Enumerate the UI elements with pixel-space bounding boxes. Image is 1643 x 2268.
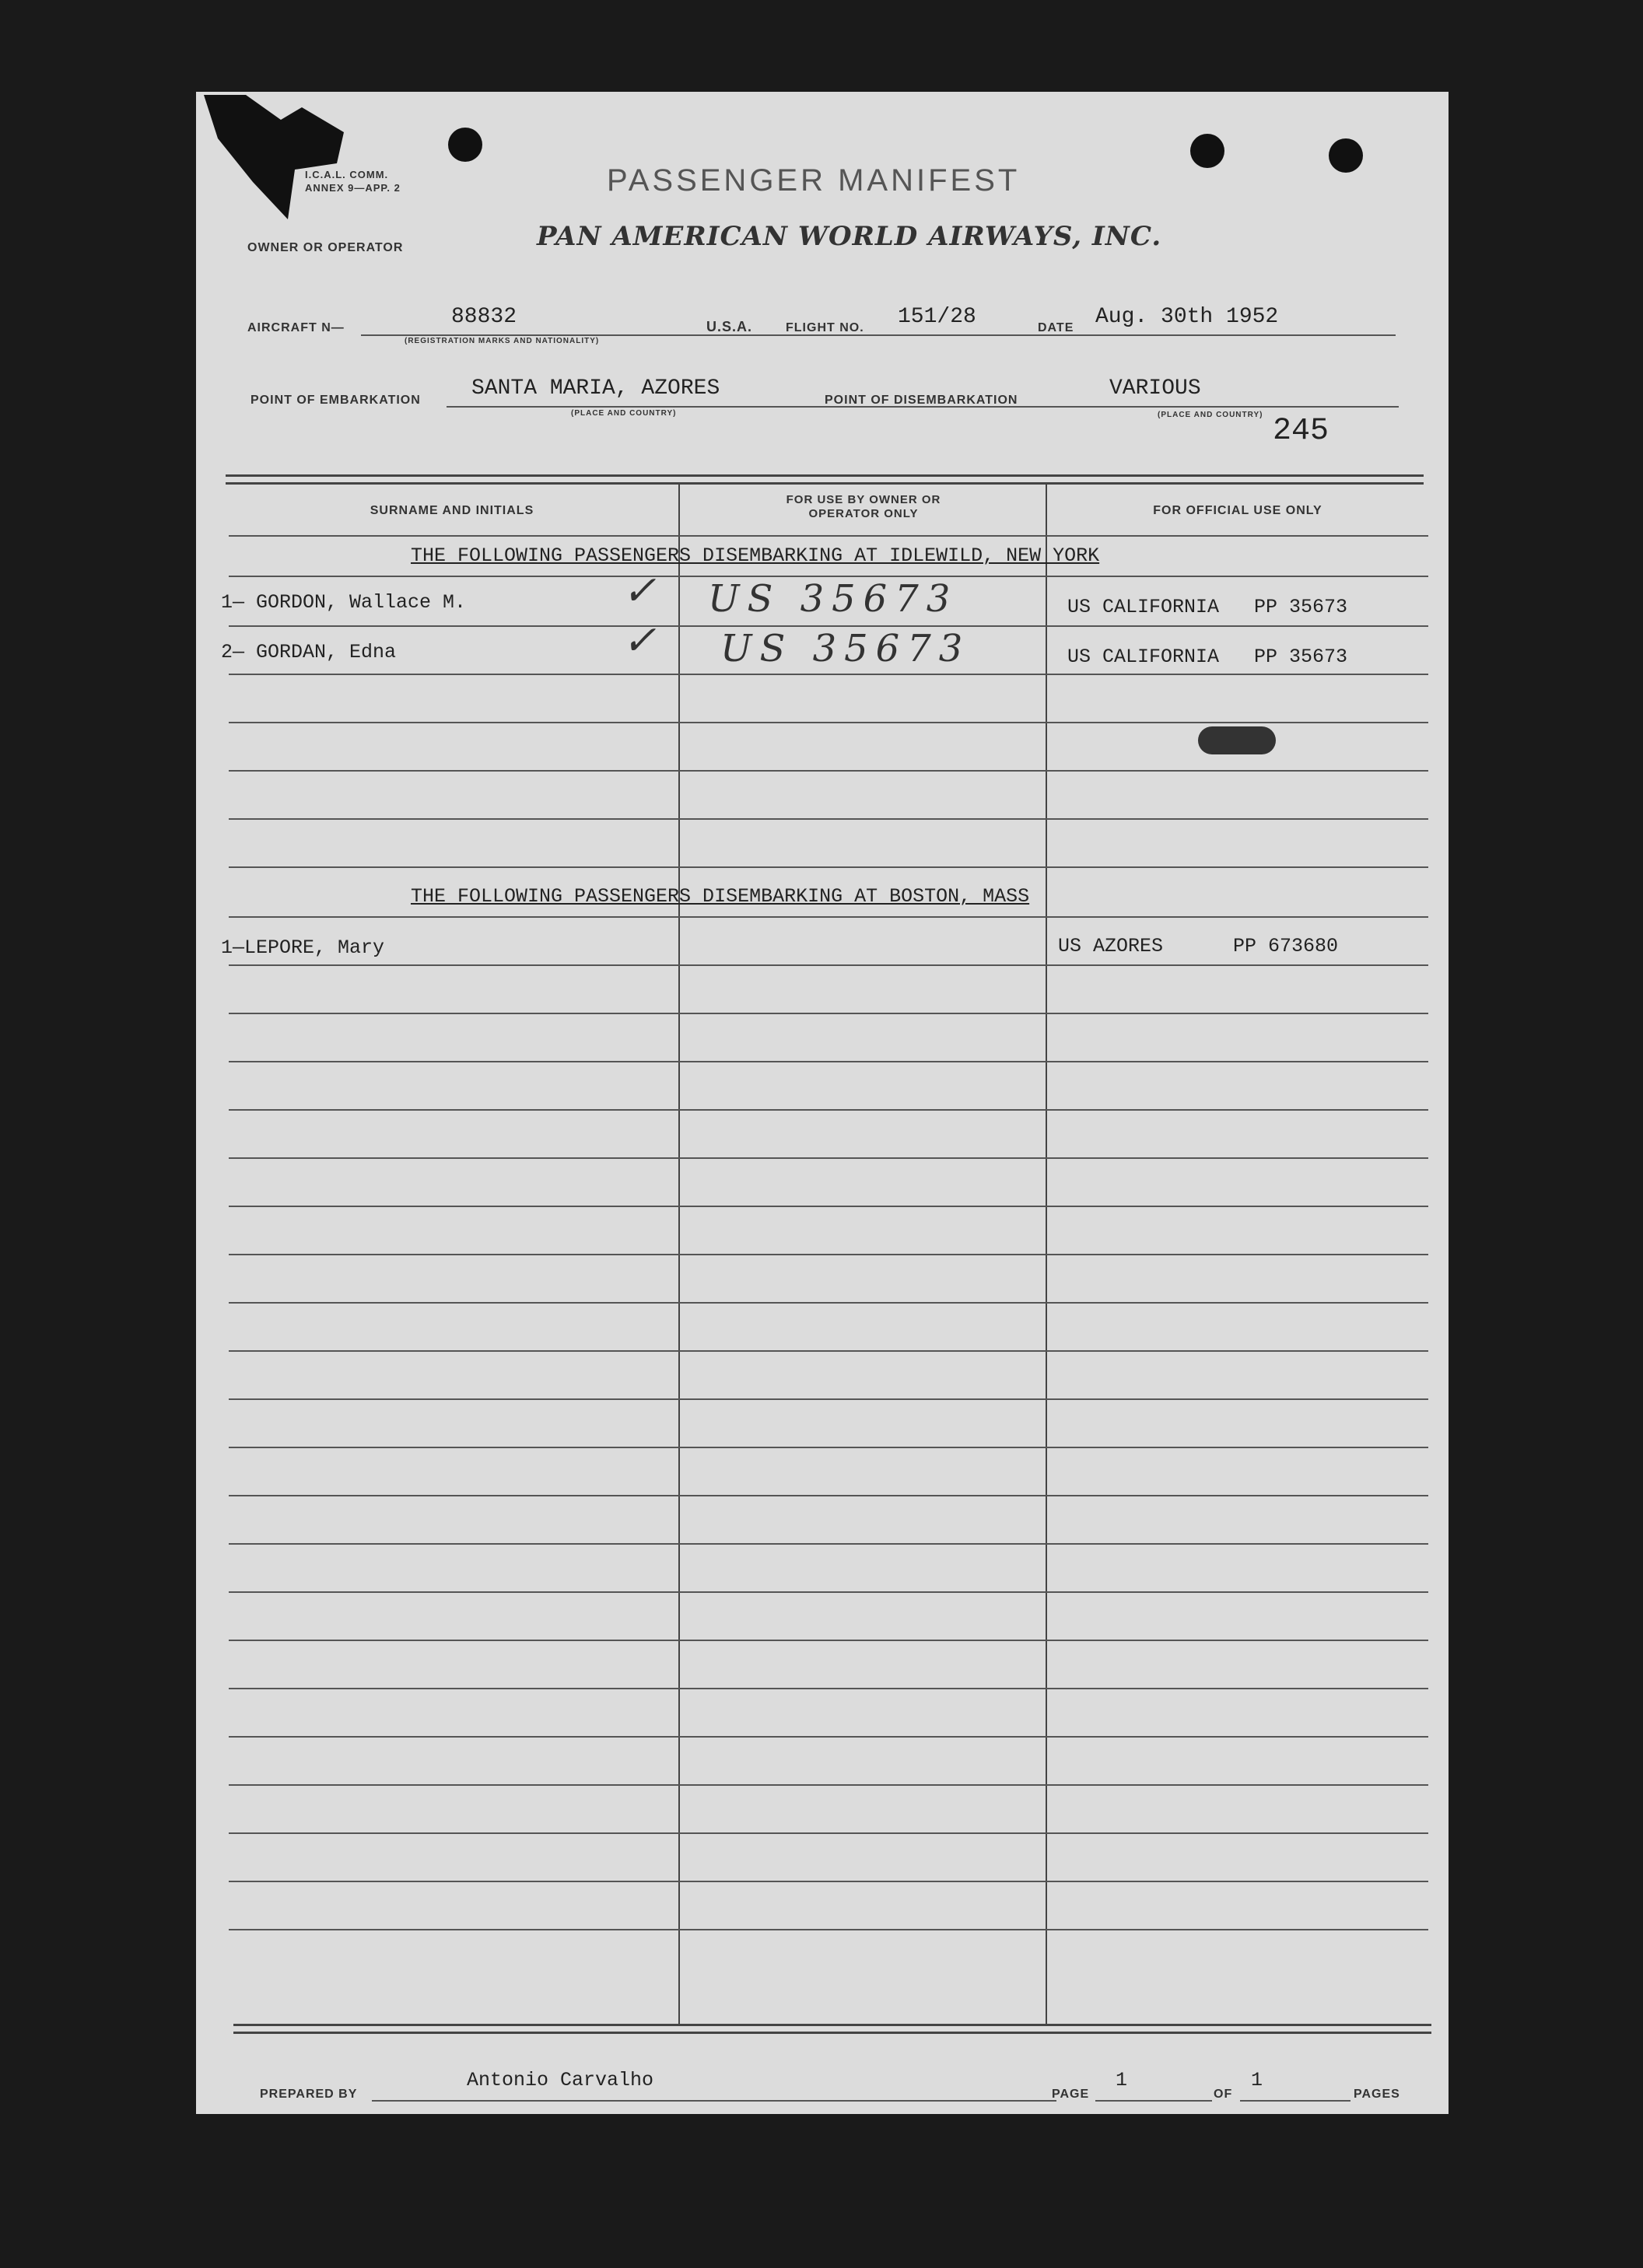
section1-heading: THE FOLLOWING PASSENGERS DISEMBARKING AT IDLEWILD, NEW YORK [411, 544, 1100, 567]
row-rule [229, 1495, 1428, 1496]
ink-stamp-mark [1198, 726, 1276, 754]
row-rule [229, 1591, 1428, 1593]
row-rule [229, 1784, 1428, 1786]
prepared-underline [372, 2100, 1056, 2102]
row-rule [229, 722, 1428, 723]
row-rule [229, 1832, 1428, 1834]
row-rule [229, 1302, 1428, 1304]
operator-name: PAN AMERICAN WORLD AIRWAYS, INC. [537, 221, 1162, 252]
prepared-by-label: PREPARED BY [260, 2088, 358, 2101]
embark-caption: (PLACE AND COUNTRY) [571, 409, 677, 418]
owner-label: OWNER OR OPERATOR [247, 241, 404, 254]
page-underline [1095, 2100, 1212, 2102]
flight-date: Aug. 30th 1952 [1095, 305, 1279, 329]
pages-underline [1240, 2100, 1350, 2102]
row-rule [229, 1640, 1428, 1641]
row-rule [229, 1109, 1428, 1111]
passenger-name: 1—LEPORE, Mary [221, 936, 385, 959]
row-rule [229, 1447, 1428, 1448]
row-rule [229, 770, 1428, 772]
punch-hole-icon [1329, 138, 1363, 173]
punch-hole-icon [1190, 134, 1224, 168]
column-divider-1 [678, 482, 680, 2024]
page-title: PASSENGER MANIFEST [607, 163, 1021, 198]
official-entry: US CALIFORNIA PP 35673 [1067, 596, 1348, 618]
row-rule [229, 674, 1428, 675]
official-entry: US AZORES PP 673680 [1058, 935, 1339, 957]
column-divider-2 [1046, 482, 1047, 2024]
check-mark-icon: ✓ [622, 568, 657, 614]
pages-label: PAGES [1354, 2088, 1400, 2101]
row-rule [229, 1061, 1428, 1062]
form-reference: I.C.A.L. COMM. ANNEX 9—APP. 2 [305, 169, 401, 194]
prepared-by-name: Antonio Carvalho [467, 2069, 654, 2091]
of-label: OF [1214, 2088, 1233, 2101]
row-rule [229, 1350, 1428, 1352]
passenger-name: 1— GORDON, Wallace M. [221, 591, 467, 614]
table-bottom-rule-2 [233, 2032, 1431, 2034]
aircraft-number: 88832 [451, 305, 517, 329]
row-rule [229, 1206, 1428, 1207]
total-pages: 1 [1251, 2069, 1263, 2091]
section2-heading: THE FOLLOWING PASSENGERS DISEMBARKING AT BOSTON, MASS [411, 885, 1030, 908]
aircraft-underline [361, 334, 1396, 336]
nationality: U.S.A. [706, 319, 753, 334]
row-rule [229, 535, 1428, 537]
row-rule [229, 964, 1428, 966]
table-top-rule-2 [226, 482, 1424, 485]
embark-label: POINT OF EMBARKATION [250, 394, 421, 407]
table-top-rule [226, 474, 1424, 477]
row-rule [229, 818, 1428, 820]
owner-use-entry: US 35673 [720, 627, 971, 670]
row-rule [229, 916, 1428, 918]
aircraft-label: AIRCRAFT N— [247, 321, 345, 334]
surname-header: SURNAME AND INITIALS [370, 504, 534, 517]
flight-number: 151/28 [898, 305, 976, 329]
row-rule [229, 1254, 1428, 1255]
page-label: PAGE [1052, 2088, 1090, 2101]
row-rule [229, 1881, 1428, 1882]
row-rule [229, 1013, 1428, 1014]
check-mark-icon: ✓ [622, 618, 657, 664]
row-rule [229, 1157, 1428, 1159]
disembark-label: POINT OF DISEMBARKATION [825, 394, 1018, 407]
row-rule [229, 1929, 1428, 1930]
owner-use-entry: US 35673 [708, 577, 958, 621]
table-bottom-rule [233, 2024, 1431, 2026]
registration-caption: (REGISTRATION MARKS AND NATIONALITY) [405, 337, 600, 345]
row-rule [229, 866, 1428, 868]
row-rule [229, 1398, 1428, 1400]
document-number: 245 [1273, 414, 1329, 449]
disembark-place: VARIOUS [1109, 376, 1201, 401]
page-number: 1 [1116, 2069, 1128, 2091]
row-rule [229, 1688, 1428, 1689]
row-rule [229, 1543, 1428, 1545]
disembark-caption: (PLACE AND COUNTRY) [1158, 411, 1263, 419]
passenger-name: 2— GORDAN, Edna [221, 641, 397, 663]
official-entry: US CALIFORNIA PP 35673 [1067, 646, 1348, 668]
date-label: DATE [1038, 321, 1074, 334]
owner-use-header: FOR USE BY OWNER OR OPERATOR ONLY [786, 493, 941, 520]
embark-place: SANTA MARIA, AZORES [471, 376, 720, 401]
official-use-header: FOR OFFICIAL USE ONLY [1153, 504, 1322, 517]
flight-label: FLIGHT NO. [786, 321, 864, 334]
punch-hole-icon [448, 128, 482, 162]
row-rule [229, 1736, 1428, 1738]
